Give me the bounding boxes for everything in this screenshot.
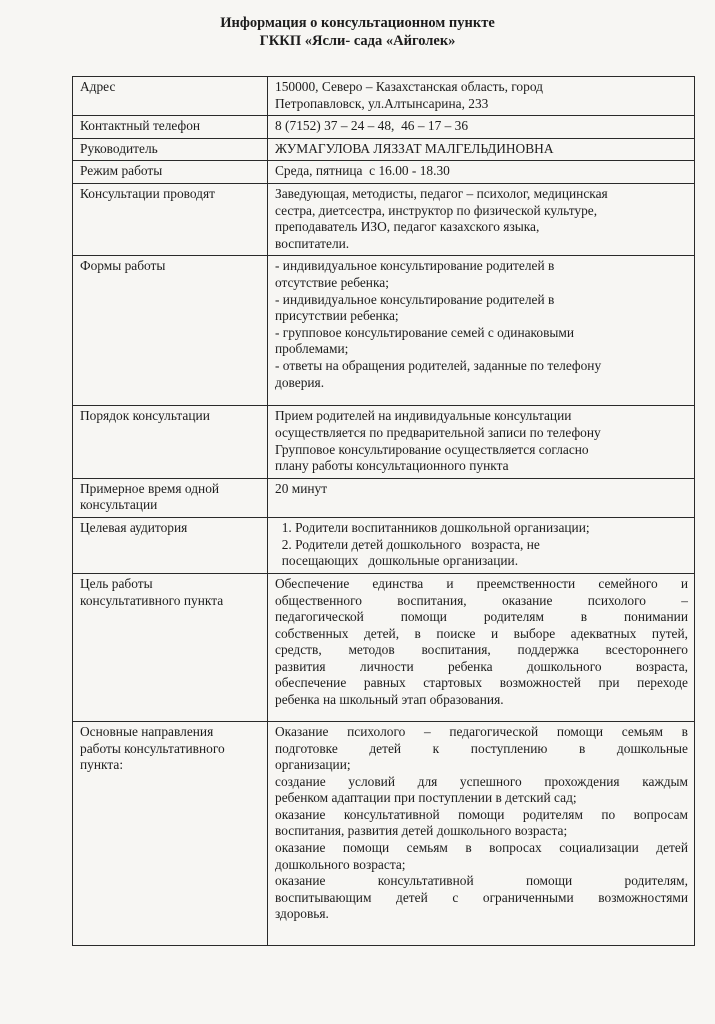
label-line: Режим работы — [80, 163, 163, 179]
value-line: - ответы на обращения родителей, заданные по телефону — [275, 357, 602, 373]
value-line: ребенка на школьный этап образования. — [275, 692, 504, 708]
work-forms-value — [268, 256, 695, 406]
director-label — [73, 138, 268, 161]
value-line: педагогической помощи родителям в понимании — [275, 609, 688, 625]
info-table — [72, 76, 695, 946]
value-line: средств, методов воспитания, поддержка всестороннего — [275, 642, 688, 658]
value-line: воспитания, развития детей дошкольного возраста; — [275, 823, 568, 839]
label-line: Руководитель — [80, 140, 158, 156]
address-label — [73, 77, 268, 116]
value-line: подготовке детей к поступлению в дошкольные — [275, 740, 688, 756]
main-directions-label — [73, 721, 268, 945]
value-line: 20 минут — [275, 480, 328, 496]
value-line: - групповое консультирование семей с одинаковыми — [275, 324, 575, 340]
label-line: консультации — [80, 497, 158, 513]
row-consultants — [73, 183, 695, 255]
consultants-value — [268, 183, 695, 255]
title-line-1: Информация о консультационном пункте — [220, 15, 495, 31]
row-duration — [73, 478, 695, 517]
value-line: 150000, Северо – Казахстанская область, город — [275, 79, 543, 94]
value-line: осуществляется по предварительной записи по телефону — [275, 424, 601, 440]
row-target-audience — [73, 517, 695, 573]
row-goal — [73, 573, 695, 721]
row-phone — [73, 116, 695, 139]
director-value — [268, 138, 695, 161]
value-line: воспитатели. — [275, 235, 350, 251]
label-line: Целевая аудитория — [80, 519, 188, 535]
goal-label — [73, 573, 268, 721]
value-line: ребенком адаптации при поступлении в детский сад; — [275, 790, 577, 806]
value-line: - индивидуальное консультирование родителей в — [275, 258, 555, 274]
label-line: Примерное время одной — [80, 480, 220, 496]
address-value — [268, 77, 695, 116]
page-title — [0, 14, 715, 50]
value-line: проблемами; — [275, 341, 349, 357]
label-line: Основные направления — [80, 723, 214, 739]
value-line: ЖУМАГУЛОВА ЛЯЗЗАТ МАЛГЕЛЬДИНОВНА — [275, 140, 554, 156]
value-line: Групповое консультирование осуществляется согласно — [275, 441, 589, 457]
label-line: консультативного пункта — [80, 592, 224, 608]
label-line: пункта: — [80, 757, 124, 773]
value-line: - индивидуальное консультирование родителей в — [275, 291, 555, 307]
value-line: Заведующая, методисты, педагог – психолог, медицинская — [275, 185, 608, 201]
label-line: работы консультативного — [80, 740, 225, 756]
value-line: 8 (7152) 37 – 24 – 48, 46 – 17 – 36 — [275, 118, 469, 134]
value-line: отсутствие ребенка; — [275, 274, 389, 290]
label-line: Порядок консультации — [80, 408, 210, 424]
row-consultation-order — [73, 406, 695, 478]
main-directions-value — [268, 721, 695, 945]
label-line: Цель работы — [80, 575, 153, 591]
work-forms-label — [73, 256, 268, 406]
work-hours-value — [268, 161, 695, 184]
label-line: Формы работы — [80, 258, 166, 274]
goal-value — [268, 573, 695, 721]
row-work-hours — [73, 161, 695, 184]
duration-label — [73, 478, 268, 517]
label-line: Адрес — [80, 79, 116, 94]
row-main-directions — [73, 721, 695, 945]
value-line: посещающих дошкольные организации. — [275, 553, 519, 569]
phone-value — [268, 116, 695, 139]
row-address — [73, 77, 695, 116]
title-line-2: ГККП «Ясли- сада «Айголек» — [259, 33, 456, 49]
value-line: оказание помощи семьям в вопросах социализации детей — [275, 840, 688, 856]
label-line: Контактный телефон — [80, 118, 201, 134]
value-line: сестра, диетсестра, инструктор по физической культуре, — [275, 202, 598, 218]
value-line: Оказание психолого – педагогической помощи семьям в — [275, 723, 688, 739]
value-line: создание условий для успешного прохождения каждым — [275, 773, 688, 789]
value-line: доверия. — [275, 374, 325, 390]
value-line: Обеспечение единства и преемственности семейного и — [275, 575, 688, 591]
value-line: 2. Родители детей дошкольного возраста, не — [275, 536, 540, 552]
consultation-order-label — [73, 406, 268, 478]
value-line: организации; — [275, 757, 351, 773]
value-line: оказание консультативной помощи родителям по вопросам — [275, 806, 688, 822]
value-line: преподаватель ИЗО, педагог казахского языка, — [275, 219, 540, 235]
value-line: 1. Родители воспитанников дошкольной организации; — [275, 519, 590, 535]
value-line: собственных детей, в поиске и выборе адекватных путей, — [275, 625, 688, 641]
consultation-order-value — [268, 406, 695, 478]
value-line: развития личности ребенка дошкольного возраста, — [275, 658, 688, 674]
value-line: оказание консультативной помощи родителям, — [275, 873, 688, 889]
work-hours-label — [73, 161, 268, 184]
value-line: здоровья. — [275, 906, 329, 922]
value-line: воспитывающим детей с ограниченными возможностями — [275, 889, 688, 905]
value-line: присутствии ребенка; — [275, 308, 399, 324]
value-line: обеспечение равных стартовых возможностей при переходе — [275, 675, 688, 691]
target-audience-label — [73, 517, 268, 573]
duration-value — [268, 478, 695, 517]
label-line: Консультации проводят — [80, 185, 216, 201]
value-line: Петропавловск, ул.Алтынсарина, 233 — [275, 95, 489, 111]
row-director — [73, 138, 695, 161]
value-line: Среда, пятница с 16.00 - 18.30 — [275, 163, 450, 179]
value-line: плану работы консультационного пункта — [275, 458, 509, 474]
phone-label — [73, 116, 268, 139]
value-line: общественного воспитания, оказание психолого – — [275, 592, 688, 608]
value-line: дошкольного возраста; — [275, 856, 406, 872]
consultants-label — [73, 183, 268, 255]
row-work-forms — [73, 256, 695, 406]
value-line: Прием родителей на индивидуальные консультации — [275, 408, 572, 424]
target-audience-value — [268, 517, 695, 573]
